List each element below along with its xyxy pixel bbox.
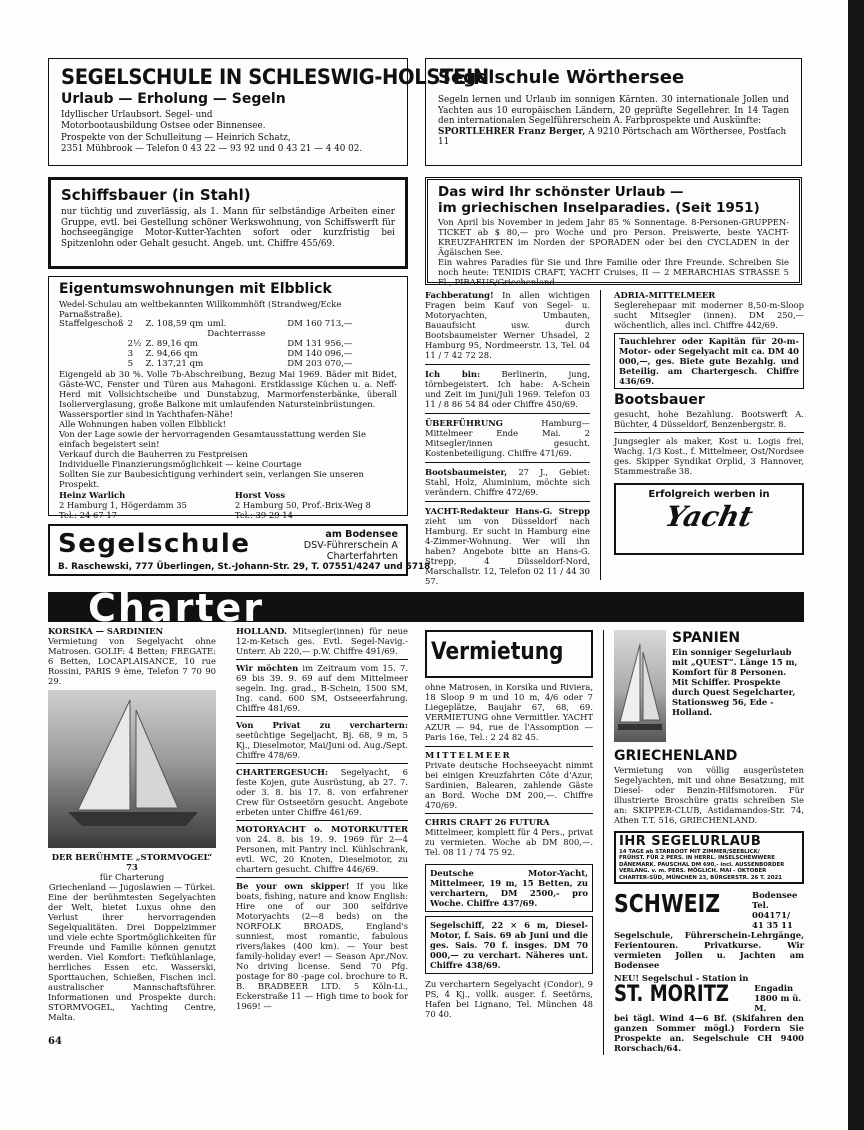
ad-body: Ein wahres Paradies für Sie und Ihre Familie oder Ihre Freunde. Schreiben Sie noch heute: TENIDIS CRAFT, YACHT Cruises, II — 2 MERARCHIAS STRASSE 5 Fl., PIRAEUS/Griechenland. <box>438 257 789 287</box>
charter-col-2 <box>236 626 408 1014</box>
contact-voss: Horst Voss 2 Hamburg 50, Prof.-Brix-Weg 8 Tel.: 39 29 14 <box>234 490 371 520</box>
ad-subtitle: Urlaub — Erholung — Segeln <box>61 91 286 107</box>
classified-item: Fachberatung! In allen wichtigen Fragen beim Kauf von Segel- u. Motoryachten, Umbauten, Bauaufsicht usw. durch Bootsbaumeister Werner Uhsadel, 2 Hamburg 95, Nordmeerstr. 13, Tel. 04 11 / 7 42 72 28. <box>425 290 590 365</box>
charter-text: Ein sonniger Segelurlaub mit „QUEST“. Länge 15 m, Komfort für 8 Personen. Mit Schiffer. Prospekte durch Quest Segelcharter, Stationsweg 56, Ede - Holland. <box>672 647 798 717</box>
ad-title: SCHWEIZ <box>614 889 721 919</box>
ad-line: Wassersportler sind in Yachthafen-Nähe! <box>59 409 233 419</box>
classified-item: MOTORYACHT o. MOTORKUTTER von 24. 8. bis 19. 9. 1969 für 2—4 Personen, mit Pantry incl. Kühlschrank, evtl. WC, 20 Knoten, Dieselmotor, zu chartern gesucht. Chiffre 446/69. <box>236 821 408 878</box>
classified-item: Wir möchten im Zeitraum vom 15. 7. 69 bis 39. 9. 69 auf dem Mittelmeer segeln. Ing. grad., B-Schein, 1500 SM, Ing. cand. 600 SM, Ostseeerfahrung. Chiffre 481/69. <box>236 660 408 717</box>
charter-text: ohne Matrosen, in Korsika und Riviera, 18 Sloop 9 m und 10 m, 4/6 oder 7 Liegeplätze, Baujahr 67, 68, 69. VERMIETUNG ohne Vermittler. YACHT AZUR — 94, rue de l'Assomption — Paris 16e, Tel.: 2 24 82 45. <box>425 682 593 742</box>
classified-item: HOLLAND. Mitsegler(innen) für neue 12-m-Ketsch ges. Evtl. Segel-Navig.-Unterr. Ab 220,— p.W. Chiffre 491/69. <box>236 626 408 660</box>
classified-korsika: KORSIKA — SARDINIEN Vermietung von Segelyacht ohne Matrosen. GOLIF: 4 Betten; FREGATE: 6 Betten, LOCAPLAISANCE, 10 rue Rossini, PARIS 9 ème, Telefon 7 70 90 29. <box>48 626 216 686</box>
charter-col-3 <box>425 630 593 1019</box>
classified-jungsegler: Jungsegler als maker, Kost u. Logis frei, Wachg. 1/3 Kost., f. Mittelmeer, Ost/Nordsee ges. Skipper Syndikat Orplid, 3 Hannover, Stammestraße 38. <box>614 436 804 476</box>
sailboat-icon <box>48 690 216 848</box>
classified-title: Bootsbauer <box>614 392 705 408</box>
ad-line: 14 TAGE ab STARBOOT MIT ZIMMER/SEEBLICK/ <box>619 849 760 855</box>
charter-col-1 <box>48 626 216 1047</box>
ad-schleswig-holstein <box>48 58 489 166</box>
classified-motoryacht: Deutsche Motor-Yacht, Mittelmeer, 19 m, 15 Betten, zu verchartern, DM 2500,- pro Woche. Chiffre 437/69. <box>425 864 593 912</box>
charter-text: Griechenland — Jugoslawien — Türkei. <box>48 882 216 892</box>
ad-line: Individuelle Finanzierungsmöglichkeit — keine Courtage <box>59 459 302 469</box>
charter-text: Segelschule, Führerschein-Lehrgänge, Ferientouren. Privatkurse. Wir vermieten Jollen u. Jachten am Bodensee <box>614 930 804 971</box>
classified-item: ÜBERFÜHRUNG Hamburg—Mittelmeer Ende Mai. 2 Mitsegler/innen gesucht. Kostenbeteiligung. Chiffre 471/69. <box>425 414 590 463</box>
table-row: 5 Z. 137,21 qm DM 203 070,— <box>127 359 353 369</box>
table-row: 3 Z. 94,66 qm DM 140 096,— <box>127 349 353 359</box>
ad-title: Segelschule <box>58 529 251 559</box>
spanien-ad <box>614 630 804 742</box>
ad-woerthersee <box>425 58 802 166</box>
ad-intro: Wedel-Schulau am weltbekannten Willkommhöft (Strandweg/Ecke Parnaßstraße). <box>59 299 342 319</box>
schweiz-contact: Bodensee Tel. 004171/ 41 35 11 <box>752 890 798 931</box>
classified-adria: ADRIA-MITTELMEER Seglerehepaar mit moderner 8,50-m-Sloop sucht Mitsegler (innen). DM 250,— wöchentlich, alles incl. Chiffre 442/69. <box>614 290 804 330</box>
ad-contact: Prospekte von der Schulleitung — Heinrich Schatz, <box>61 133 291 144</box>
ad-title: ST. MORITZ <box>614 982 729 1008</box>
ad-title: SPANIEN <box>672 630 741 646</box>
ad-schiffsbauer <box>48 177 408 269</box>
ad-line: FRÜHST. FÜR 2 PERS. IN HERRL. INSELSCHEWWERE <box>619 855 775 862</box>
charter-banner-title: Charter <box>88 592 265 622</box>
yacht-promo-text: Erfolgreich werben in <box>648 489 770 500</box>
page-edge-shadow <box>848 0 864 1130</box>
ad-body: Segeln lernen und Urlaub im sonnigen Kärnten. 30 internationale Jollen und Yachten aus 10 europäischen Ländern, 20 geprüfte Segellehrer. In 14 Tagen den internationalen Segelführerschein A. Farbprospekte und Auskünfte: <box>438 95 789 127</box>
ad-title: Das wird Ihr schönster Urlaub — <box>438 184 684 200</box>
classified-segelschiff: Segelschiff, 22 × 6 m, Diesel-Motor, f. Sais. 69 ab Juni und die ges. Sais. 70 f. insges. DM 70 000,— zu verchart. Näheres unt. Chiffre 438/69. <box>425 916 593 974</box>
charter-text: Eine der berühmtesten Segelyachten der Welt, bietet Luxus ohne den Verlust ihrer hervorragenden Segelqualitäten. Drei Doppelzimmer und viele echte Sportmöglichkeiten für Freunde und Familie können genutzt werden. Viel Komfort: Tiefkühlanlage, herrliches Essen etc. Wasserski, Sporttauchen, Schießen, Fischen incl. australischer Mannschaftsführer. Informationen und Prospekte durch: STORMVOGEL, Yachting Centre, Malta. <box>48 892 216 1022</box>
charter-text: NEU! Segelschul - Station in <box>614 973 749 984</box>
ad-griechisch-urlaub <box>425 177 802 285</box>
classifieds-middle <box>425 290 590 590</box>
ad-title: Eigentumswohnungen mit Elbblick <box>59 281 332 297</box>
ad-line: Sollten Sie zur Baubesichtigung verhindert sein, verlangen Sie unseren Prospekt. <box>59 469 364 489</box>
classified-chris-craft: CHRIS CRAFT 26 FUTURA Mittelmeer, komplett für 4 Pers., privat zu vermieten. Woche ab DM 800,—. Tel. 08 11 / 74 75 92. <box>425 813 593 860</box>
ad-contact: SPORTLEHRER Franz Berger, A 9210 Pörtschach am Wörthersee, Postfach 11 <box>438 126 787 148</box>
column-divider <box>600 290 601 580</box>
ad-line: DÄNEMARK. PAUSCHAL DM 690,- incl. AUSSENBORDER <box>619 861 785 868</box>
classified-tauchlehrer: Tauchlehrer oder Kapitän für 20-m-Motor- oder Segelyacht mit ca. DM 40 000,—, ges. Biete gute Bezahlg. und Beteilig. am Chartergesch. Chiffre 436/69. <box>614 333 804 389</box>
charter-banner <box>48 592 804 622</box>
ad-title: im griechischen Inselparadies. (Seit 1951) <box>438 200 760 216</box>
yacht-logo: Yacht <box>662 500 756 533</box>
ad-segelschule-bodensee <box>48 524 431 576</box>
ad-title: Segelschule Wörthersee <box>438 67 685 88</box>
classified-item: YACHT-Redakteur Hans-G. Strepp zieht um von Düsseldorf nach Hamburg. Er sucht in Hamburg eine 4-Zimmer-Wohnung. Wer will ihn haben? Angebote bitte an Hans-G. Strepp, 4 Düsseldorf-Nord, Marschallstr. 12, Telefon 02 11 / 44 30 57. <box>425 506 590 586</box>
ad-line: CHARTER-SÜD, MÜNCHEN 23, BÜRGERSTR. 26 T. 2021 <box>619 874 782 881</box>
classified-mittelmeer: MITTELMEER Private deutsche Hochseeyacht nimmt bei einigen Kreuzfahrten Côte d'Azur, Sardinien, Balearen, zahlende Gäste an Bord. Woche DM 200,—. Chiffre 470/69. <box>425 746 593 813</box>
ad-title: GRIECHENLAND <box>614 748 738 764</box>
charter-col-4 <box>614 630 804 1053</box>
charter-text: für Charterung <box>99 872 165 882</box>
table-row: 2½ Z. 89,16 qm DM 131 956,— <box>127 339 353 349</box>
moritz-ad <box>614 983 804 1013</box>
schweiz-ad <box>614 890 804 930</box>
vermietung-box <box>425 630 593 678</box>
ad-line: VERLANG. v. m. PERS. MÖGLICH. MAI - OKTOBER <box>619 868 767 875</box>
ad-body: nur tüchtig und zuverlässig, als 1. Mann für selbständige Arbeiten einer Gruppe, evtl. bei Gestellung schöner Werkswohnung, von Schiffswerft für hochseegängige Motor-Kutter-Yachten sofort oder kurzfristig bei Spitzenlohn oder Gehalt gesucht. Angeb. unt. Chiffre 455/69. <box>61 207 395 249</box>
ad-title: IHR SEGELURLAUB <box>619 834 762 849</box>
column-divider <box>603 630 604 1055</box>
classified-body: gesucht, hohe Bezahlung. Bootswerft A. Büchter, 4 Düsseldorf, Benzenbergstr. 8. <box>614 409 804 433</box>
ad-eigentumswohnungen <box>48 276 408 520</box>
ad-title: SEGELSCHULE IN SCHLESWIG-HOLSTEIN <box>61 65 489 89</box>
sailboat-icon <box>614 630 666 742</box>
photo-caption: DER BERÜHMTE „STORMVOGEL“ 73 <box>51 852 213 872</box>
apartment-table <box>59 319 357 369</box>
classified-item: CHARTERGESUCH: Segelyacht, 6 feste Kojen, gute Ausrüstung, ab 27. 7. oder 3. 8. bis 17. 8. von erfahrener Crew für Ostseetörn gesucht. Angebote erbeten unter Chiffre 461/69. <box>236 764 408 821</box>
ad-contacts <box>59 490 397 520</box>
ad-contact: 2351 Mühbrook — Telefon 0 43 22 — 93 92 und 0 43 21 — 4 40 02. <box>61 143 363 154</box>
ad-line: Von der Lage sowie der hervorragenden Gesamtausstattung werden Sie einfach begeistert sein! <box>59 429 366 449</box>
classified-item: Von Privat zu verchartern: seetüchtige Segeljacht, Bj. 68, 9 m, 5 Kj., Dieselmotor, Mai/Juni od. Aug./Sept. Chiffre 478/69. <box>236 717 408 764</box>
classified-condor: Zu verchartern Segelyacht (Condor), 9 PS, 4 Kj., vollk. ausger. f. Seetörns, Hafen bei Lignano, Tel. München 48 70 40. <box>425 979 593 1019</box>
yacht-promo <box>614 483 804 555</box>
classified-item: Bootsbaumeister, 27 J., Gebiet: Stahl, Holz, Aluminium, möchte sich verändern. Chiffre 472/69. <box>425 463 590 502</box>
sailboat-photo <box>614 630 666 742</box>
ad-body: Idyllischer Urlaubsort. Segel- und Motorbootausbildung Ostsee oder Binnensee. <box>61 110 266 131</box>
ad-address: B. Raschewski, 777 Überlingen, St.-Johann-Str. 29, T. 07551/4247 und 5718 <box>58 562 431 572</box>
classified-item: Ich bin: Berlinerin, jung, törnbegeistert. Ich habe: A-Schein und Zeit im Juni/Juli 1969. Telefon 03 11 / 8 86 54 84 oder Chiffre 450/69. <box>425 365 590 414</box>
ad-line: Alle Wohnungen haben vollen Elbblick! <box>59 419 226 429</box>
ad-title: Schiffsbauer (in Stahl) <box>61 186 251 204</box>
page-number: 64 <box>48 1036 62 1047</box>
ad-body: Eigengeld ab 30 %. Volle 7b-Abschreibung, Bezug Mai 1969. Bäder mit Bidet, Gäste-WC, Fenster und Türen aus Mahagoni. Erstklassige Küchen u. a. Neff-Herd mit Vollsichtscheibe und Dunstabzug, Marmorfensterbänke, überall Isolierverglasung, große Balkone mit umlaufenden Natursteinbrüstungen. <box>59 369 397 409</box>
contact-warlich: Heinz Warlich 2 Hamburg 1, Högerdamm 35 Tel.: 24 67 17 <box>59 490 187 520</box>
classifieds-right <box>614 290 804 555</box>
moritz-info: Engadin 1800 m ü. M. <box>754 983 802 1014</box>
segelurlaub-ad <box>614 831 804 884</box>
table-row: Staffelgeschoß 2 Z. 108,59 qm uml. Dachterrasse DM 160 713,— <box>59 319 353 339</box>
ad-line: Verkauf durch die Bauherren zu Festpreisen <box>59 449 248 459</box>
classified-item: Be your own skipper! If you like boats, fishing, nature and know English: Hire one of our 300 selfdrive Motoryachts (2—8 beds) on the NORFOLK BROADS, England's sunniest, most romantic, fabulous rivers/lakes (400 km). — Your best family-holiday ever! — Season Apr./Nov. No driving license. Send 70 Pfg. postage for 80 -page col. brochure to R. B. BRADBEER LTD. 5 Köln-Li., Eckerstraße 11 — High time to book for 1969! — <box>236 881 408 1011</box>
charter-text: Vermietung von völlig ausgerüsteten Segelyachten, mit und ohne Besatzung, mit Diesel- oder Benzin-Hilfsmotoren. Für illustrierte Broschüre gratis schreiben Sie an: SKIPPER-CLUB, Astidamandos-Str. 74, Athen T.T. 516, GRIECHENLAND. <box>614 765 804 825</box>
charter-text: bei tägl. Wind 4—6 Bf. (Skifahren den ganzen Sommer mögl.) Fordern Sie Prospekte an. Segelschule CH 9400 Rorschach/64. <box>614 1013 804 1054</box>
stormvogel-photo <box>48 690 216 848</box>
ad-title: Vermietung <box>431 637 564 665</box>
ad-body: Von April bis November in jedem Jahr 85 % Sonnentage. 8-Personen-GRUPPEN-TICKET ab $ 80,— pro Woche und pro Person. Preiswerte, beste YACHT-KREUZFAHRTEN im Norden der SPORADEN oder bei den CYCLADEN in der Ägäischen See. <box>438 217 789 257</box>
ad-right-info: am Bodensee DSV-Führerschein A Charterfahrten <box>303 529 398 562</box>
